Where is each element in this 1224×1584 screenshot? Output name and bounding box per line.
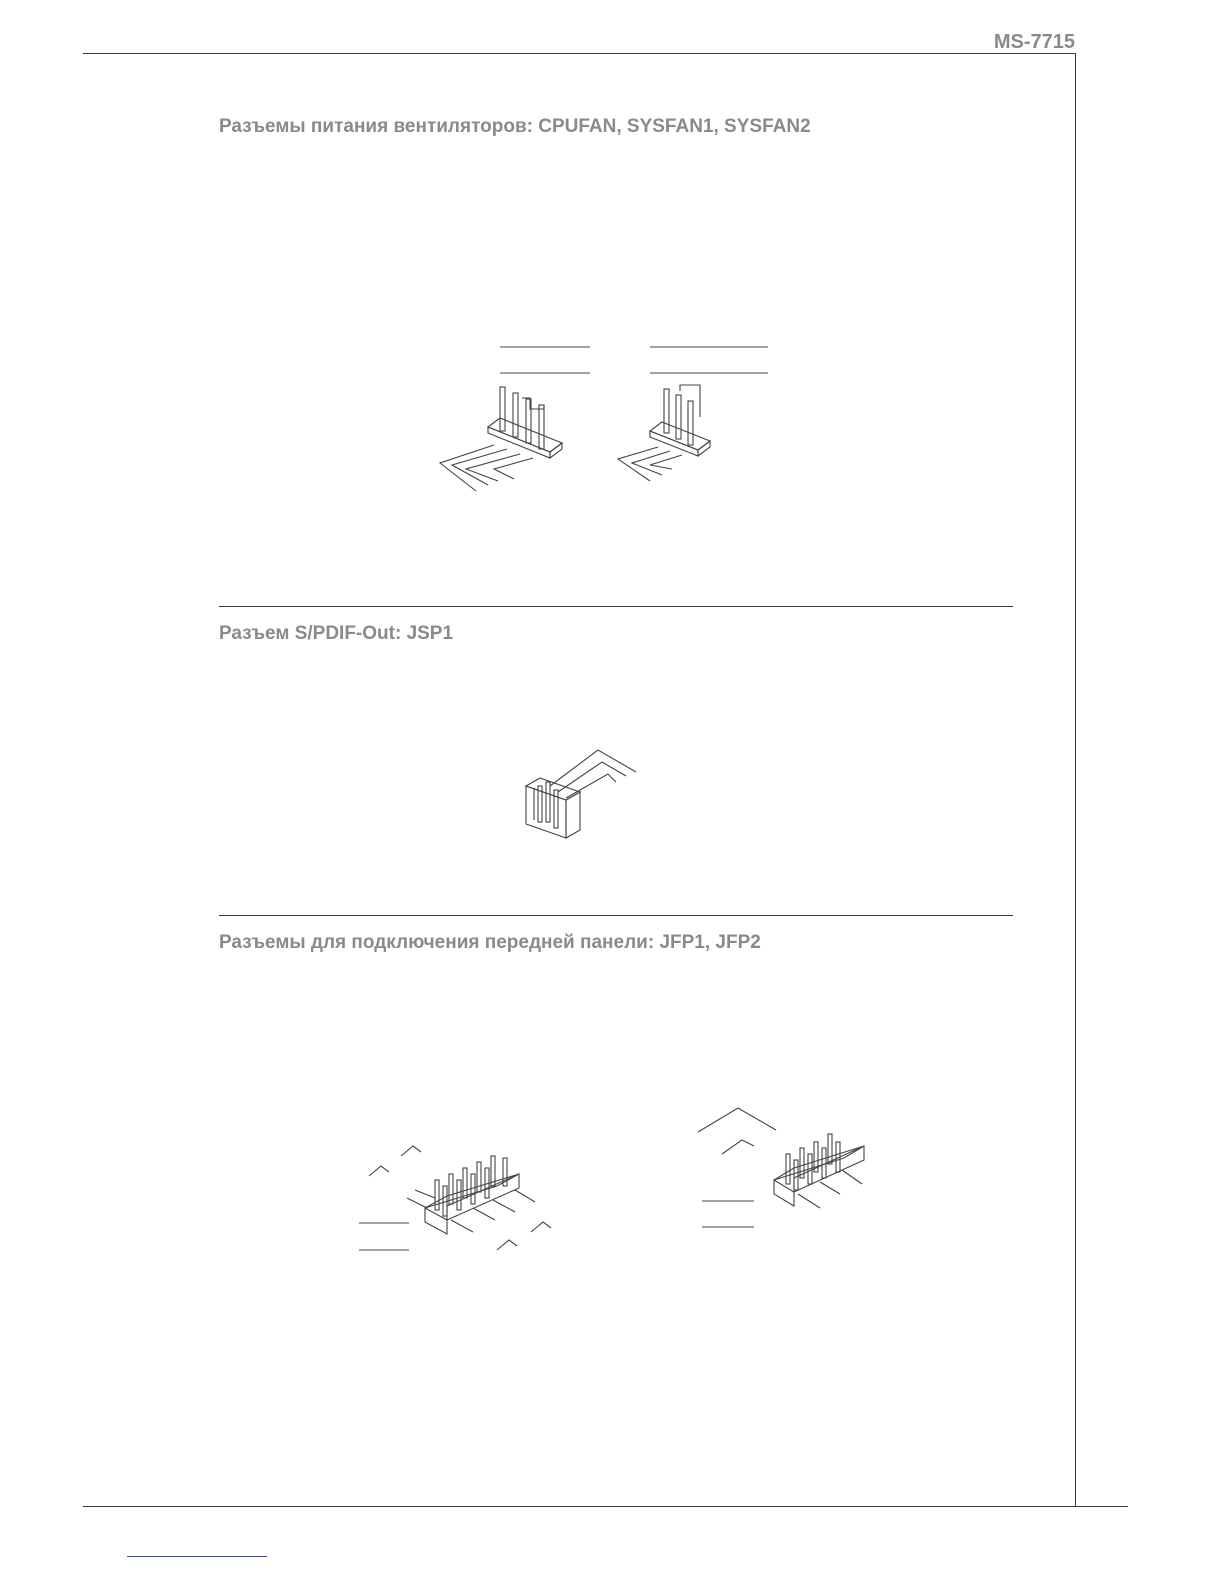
led-bracket-marker (531, 1222, 551, 1232)
led-bracket-marker (401, 1146, 421, 1156)
section-divider (219, 606, 1013, 607)
jfp1-connector-figure (355, 1138, 560, 1263)
jfp2-connector-figure (694, 1104, 874, 1234)
pin-leader-line (798, 1194, 820, 1208)
pin-7 (822, 1148, 826, 1178)
header-shroud-side (566, 792, 580, 838)
connector-base-side (698, 441, 710, 456)
pin-leader-line (415, 1190, 435, 1198)
pin-2 (676, 395, 681, 439)
pin-3 (688, 401, 693, 445)
section-title-spdif: Разъем S/PDIF-Out: JSP1 (219, 623, 454, 644)
speaker-bracket-marker (698, 1108, 776, 1132)
pin-3 (463, 1168, 467, 1198)
pin-1 (500, 387, 505, 431)
pin-7 (457, 1180, 461, 1210)
section-divider (219, 915, 1013, 916)
pin-leader-line (493, 1200, 515, 1212)
connector-base-top (488, 418, 562, 452)
pin-leader-line (650, 455, 682, 469)
model-number: MS-7715 (993, 31, 1075, 53)
pin-leader-line (407, 1198, 427, 1208)
pin-4 (477, 1162, 481, 1192)
connector-base-side (550, 443, 562, 458)
speaker-bracket-marker (722, 1140, 754, 1154)
section-title-fan-connectors: Разъемы питания вентиляторов: CPUFAN, SYSFAN1, SYSFAN2 (219, 116, 811, 137)
footer-rule (83, 1506, 1128, 1507)
sysfan-connector-figure (614, 345, 784, 490)
pin-leader-line (566, 774, 616, 798)
header-body-front-left (774, 1180, 794, 1206)
cpufan-4pin-diagram (436, 345, 606, 505)
pin-leader-line (632, 451, 670, 475)
pin-leader-line (473, 1208, 495, 1220)
pin-2 (546, 782, 550, 822)
pin-1 (664, 389, 669, 433)
pin-4 (539, 405, 544, 449)
jfp1-10pin-diagram (355, 1138, 560, 1263)
header-body-top (774, 1146, 864, 1180)
pin-1 (435, 1180, 439, 1210)
pin-5 (794, 1160, 798, 1190)
pin-1 (786, 1154, 790, 1184)
section-title-front-panel: Разъемы для подключения передней панели: JFP1, JFP2 (219, 932, 761, 953)
led-bracket-marker (369, 1166, 389, 1176)
pin-leader-line (842, 1170, 862, 1184)
connector-base-front (488, 427, 550, 458)
pin-leader-line (451, 1220, 473, 1232)
connector-base-top (650, 422, 710, 450)
pin-leader-line (452, 449, 507, 485)
cpufan-connector-figure (436, 345, 606, 505)
spdif-connector-figure (522, 748, 647, 843)
right-margin-rule (1075, 53, 1076, 1506)
header-body-front-left (425, 1208, 447, 1234)
pin-4 (828, 1134, 832, 1164)
sysfan-3pin-diagram (614, 345, 784, 490)
pin-leader-line (820, 1182, 840, 1194)
pin-2 (513, 393, 518, 437)
jfp2-8pin-diagram (694, 1104, 874, 1234)
footer-link-underline[interactable] (127, 1556, 267, 1557)
polarizing-key (522, 398, 544, 409)
pin-leader-line (494, 458, 533, 479)
header-rule (83, 53, 1076, 54)
led-bracket-marker (497, 1240, 517, 1250)
pin-leader-line (515, 1190, 535, 1202)
jsp1-diagram (522, 748, 647, 843)
connector-base-front (650, 431, 698, 456)
